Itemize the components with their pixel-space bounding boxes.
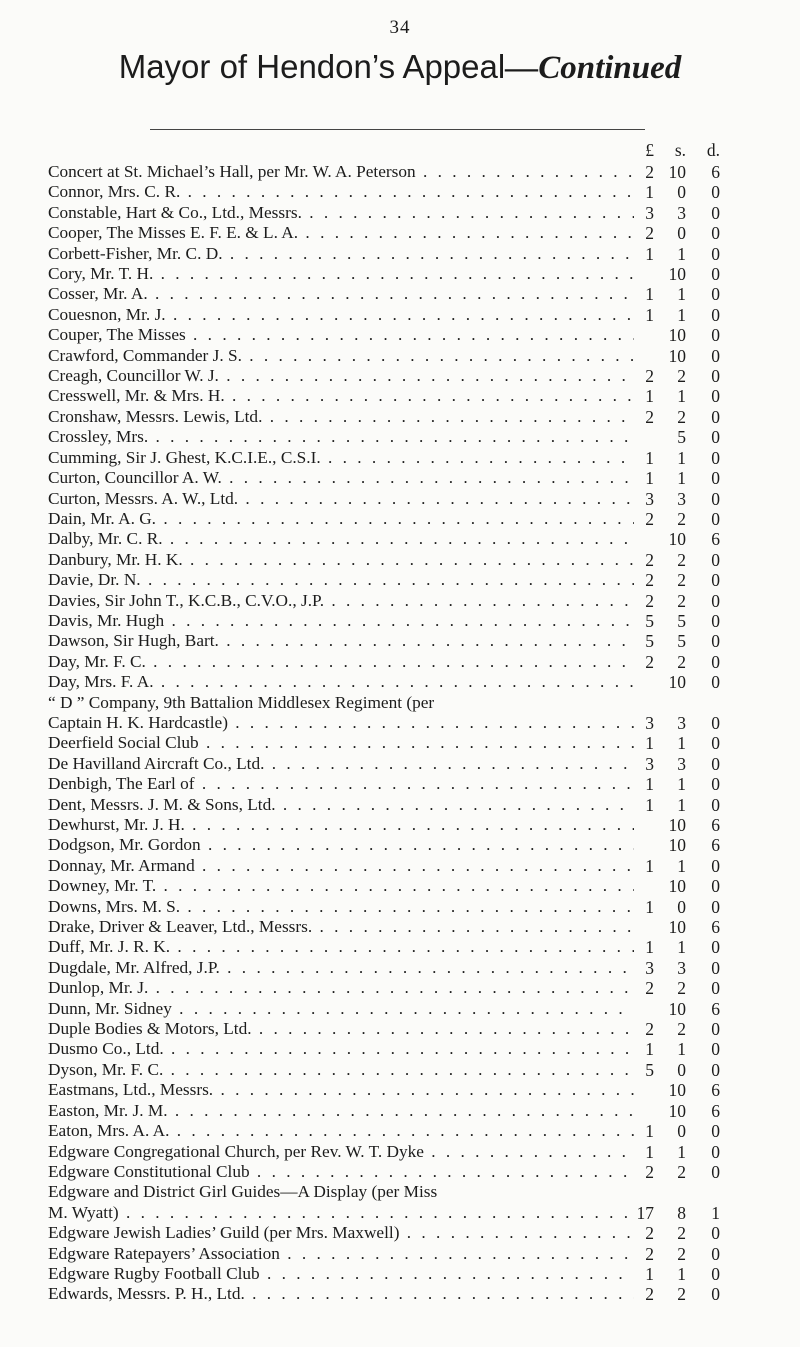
pence-amount: 6: [711, 815, 720, 835]
pence-amount: 0: [711, 712, 720, 733]
donor-name: Cooper, The Misses E. F. E. & L. A. . . .: [48, 223, 634, 243]
donor-name: [48, 693, 634, 734]
donor-name: Davie, Dr. N. . . .: [48, 570, 634, 590]
pounds-amount: 1: [645, 447, 654, 468]
donor-name: Day, Mrs. F. A. . . .: [48, 672, 634, 692]
ledger-row: [48, 591, 768, 611]
pence-amount: 0: [711, 1243, 720, 1264]
pence-amount: 6: [711, 917, 720, 938]
shillings-amount: 2: [677, 1243, 686, 1264]
pence-amount: 6: [711, 1080, 720, 1101]
pounds-amount: 2: [645, 223, 654, 244]
shillings-amount: 0: [677, 896, 686, 917]
pence-amount: 0: [711, 937, 720, 958]
donor-name-line-2: M. Wyatt) . . .: [48, 1203, 634, 1223]
pence-amount: 0: [711, 1263, 720, 1284]
pence-amount: 0: [711, 243, 720, 264]
shillings-amount: 2: [677, 1223, 686, 1244]
pounds-amount: 1: [645, 243, 654, 264]
donor-name: Duff, Mr. J. R. K. . . .: [48, 937, 634, 957]
pounds-amount: 2: [645, 1284, 654, 1305]
pence-amount: 0: [711, 631, 720, 652]
ledger-row: [48, 570, 768, 590]
pence-amount: 0: [711, 1284, 720, 1305]
title-rule: [150, 129, 645, 130]
shillings-amount: 2: [677, 1284, 686, 1305]
pence-amount: 1: [711, 1202, 720, 1223]
pounds-amount: 3: [645, 488, 654, 509]
ledger-row: [48, 529, 768, 549]
shillings-amount: 10: [668, 1080, 686, 1101]
donor-name: Davies, Sir John T., K.C.B., C.V.O., J.P. . . .: [48, 591, 634, 611]
pence-amount: 6: [711, 1100, 720, 1121]
pence-amount: 0: [711, 447, 720, 468]
pence-amount: 0: [711, 978, 720, 999]
ledger-row: [48, 1039, 768, 1059]
pence-amount: 0: [711, 508, 720, 529]
ledger-row: [48, 1264, 768, 1284]
donor-name: Davis, Mr. Hugh . . .: [48, 611, 634, 631]
pence-amount: 0: [711, 1141, 720, 1162]
donor-name-line-2: Captain H. K. Hardcastle) . . .: [48, 713, 634, 733]
donor-name: Corbett-Fisher, Mr. C. D. . . .: [48, 244, 634, 264]
donor-name: Couesnon, Mr. J. . . .: [48, 305, 634, 325]
ledger-row: [48, 1244, 768, 1264]
shillings-amount: 2: [677, 1161, 686, 1182]
pence-amount: 0: [711, 794, 720, 815]
ledger-row: [48, 795, 768, 815]
ledger-row: [48, 1284, 768, 1304]
ledger-row: [48, 346, 768, 366]
pounds-amount: 1: [645, 855, 654, 876]
shillings-amount: 0: [677, 1059, 686, 1080]
donor-name: Crossley, Mrs. . . .: [48, 427, 634, 447]
pounds-amount: 1: [645, 794, 654, 815]
shillings-amount: 2: [677, 366, 686, 387]
pounds-amount: 2: [645, 1019, 654, 1040]
ledger-row: [48, 815, 768, 835]
ledger-row: [48, 448, 768, 468]
donor-name: Cronshaw, Messrs. Lewis, Ltd. . . .: [48, 407, 634, 427]
shillings-amount: 8: [677, 1202, 686, 1223]
pounds-amount: 2: [645, 1243, 654, 1264]
pounds-amount: 2: [645, 1161, 654, 1182]
donor-name: Downey, Mr. T. . . .: [48, 876, 634, 896]
pounds-amount: 1: [645, 733, 654, 754]
shillings-amount: 1: [677, 243, 686, 264]
pounds-amount: 1: [645, 182, 654, 203]
shillings-amount: 5: [677, 427, 686, 448]
ledger-row: [48, 182, 768, 202]
pence-amount: 0: [711, 672, 720, 693]
donor-name: Edgware Constitutional Club . . .: [48, 1162, 634, 1182]
donor-name: Cosser, Mr. A. . . .: [48, 284, 634, 304]
ledger-header: [48, 138, 768, 162]
pounds-amount: 1: [645, 1039, 654, 1060]
shillings-amount: 1: [677, 794, 686, 815]
ledger-row: [48, 652, 768, 672]
pounds-amount: 3: [645, 957, 654, 978]
donor-name: Eaton, Mrs. A. A. . . .: [48, 1121, 634, 1141]
donor-name-line-1: Edgware and District Girl Guides—A Display (per Miss: [48, 1182, 438, 1202]
pence-amount: 0: [711, 345, 720, 366]
donor-name-line-1: “ D ” Company, 9th Battalion Middlesex Regiment (per: [48, 692, 435, 712]
title-main: Mayor of Hendon’s Appeal: [118, 48, 506, 85]
ledger-row: [48, 509, 768, 529]
pence-amount: 0: [711, 304, 720, 325]
pence-amount: 0: [711, 488, 720, 509]
shillings-amount: 2: [677, 1019, 686, 1040]
shillings-amount: 10: [668, 835, 686, 856]
shillings-amount: 1: [677, 304, 686, 325]
pence-amount: 6: [711, 529, 720, 550]
pence-amount: 0: [711, 1019, 720, 1040]
shillings-amount: 1: [677, 855, 686, 876]
shillings-amount: 2: [677, 508, 686, 529]
shillings-amount: 3: [677, 753, 686, 774]
ledger-row: [48, 489, 768, 509]
donor-name: Connor, Mrs. C. R. . . .: [48, 182, 634, 202]
pounds-amount: 2: [645, 570, 654, 591]
pence-amount: 0: [711, 325, 720, 346]
shillings-amount: 3: [677, 957, 686, 978]
shillings-amount: 0: [677, 1121, 686, 1142]
donor-name: Denbigh, The Earl of . . .: [48, 774, 634, 794]
pence-amount: 0: [711, 1223, 720, 1244]
ledger-row: [48, 386, 768, 406]
donor-name: Dodgson, Mr. Gordon . . .: [48, 835, 634, 855]
shillings-amount: 1: [677, 1141, 686, 1162]
pence-amount: 0: [711, 774, 720, 795]
pence-amount: 0: [711, 896, 720, 917]
donor-name: Day, Mr. F. C. . . .: [48, 652, 634, 672]
shillings-amount: 10: [668, 529, 686, 550]
pence-amount: 0: [711, 570, 720, 591]
pence-amount: 0: [711, 590, 720, 611]
donor-name: Edgware Congregational Church, per Rev. W. T. Dyke . . .: [48, 1142, 634, 1162]
ledger-row: [48, 162, 768, 182]
ledger-row: [48, 856, 768, 876]
donor-name: Donnay, Mr. Armand . . .: [48, 856, 634, 876]
donor-name: Duple Bodies & Motors, Ltd. . . .: [48, 1019, 634, 1039]
pounds-header: £: [645, 140, 654, 160]
shillings-amount: 10: [668, 345, 686, 366]
ledger-row: [48, 1019, 768, 1039]
shillings-amount: 0: [677, 223, 686, 244]
donor-name: Constable, Hart & Co., Ltd., Messrs. . . .: [48, 203, 634, 223]
ledger-row: [48, 672, 768, 692]
donor-name: Curton, Councillor A. W. . . .: [48, 468, 634, 488]
ledger-row: [48, 427, 768, 447]
shillings-amount: 3: [677, 712, 686, 733]
ledger-row: [48, 754, 768, 774]
donor-name: [48, 1182, 634, 1223]
pounds-amount: 1: [645, 386, 654, 407]
pounds-amount: 1: [645, 1121, 654, 1142]
donor-name: Dain, Mr. A. G. . . .: [48, 509, 634, 529]
ledger-row: [48, 774, 768, 794]
ledger-row: [48, 1162, 768, 1182]
donor-name: Couper, The Misses . . .: [48, 325, 634, 345]
shillings-amount: 1: [677, 1263, 686, 1284]
pounds-amount: 1: [645, 1263, 654, 1284]
donor-name: Concert at St. Michael’s Hall, per Mr. W. A. Peterson . . .: [48, 162, 634, 182]
shillings-amount: 1: [677, 774, 686, 795]
ledger-row: [48, 958, 768, 978]
shillings-amount: 1: [677, 733, 686, 754]
shillings-amount: 10: [668, 325, 686, 346]
donor-name: Curton, Messrs. A. W., Ltd. . . .: [48, 489, 634, 509]
donor-name: Cory, Mr. T. H. . . .: [48, 264, 634, 284]
pence-amount: 0: [711, 223, 720, 244]
donor-name: Dent, Messrs. J. M. & Sons, Ltd. . . .: [48, 795, 634, 815]
pence-amount: 0: [711, 1121, 720, 1142]
ledger-row: [48, 1142, 768, 1162]
donor-name: Danbury, Mr. H. K. . . .: [48, 550, 634, 570]
donor-name: Dyson, Mr. F. C. . . .: [48, 1060, 634, 1080]
shillings-amount: 2: [677, 978, 686, 999]
pence-amount: 0: [711, 549, 720, 570]
page-title: [0, 48, 800, 87]
shillings-amount: 2: [677, 590, 686, 611]
pounds-amount: 2: [645, 651, 654, 672]
pence-amount: 6: [711, 835, 720, 856]
pence-amount: 0: [711, 610, 720, 631]
ledger-row: [48, 1080, 768, 1100]
pence-amount: 0: [711, 957, 720, 978]
pounds-amount: 5: [645, 610, 654, 631]
pounds-amount: 1: [645, 468, 654, 489]
donor-name: Easton, Mr. J. M. . . .: [48, 1101, 634, 1121]
shillings-amount: 10: [668, 876, 686, 897]
shillings-amount: 2: [677, 549, 686, 570]
donor-name: Dalby, Mr. C. R. . . .: [48, 529, 634, 549]
pounds-amount: 2: [645, 978, 654, 999]
ledger-row: [48, 203, 768, 223]
pounds-amount: 1: [645, 284, 654, 305]
pounds-amount: 2: [645, 366, 654, 387]
donor-name: Dunn, Mr. Sidney . . .: [48, 999, 634, 1019]
pounds-amount: 2: [645, 549, 654, 570]
ledger-row: [48, 264, 768, 284]
pounds-amount: 1: [645, 937, 654, 958]
shillings-amount: 1: [677, 1039, 686, 1060]
pence-amount: 0: [711, 1161, 720, 1182]
ledger-row: [48, 366, 768, 386]
donor-name: Downs, Mrs. M. S. . . .: [48, 897, 634, 917]
shillings-amount: 10: [668, 1100, 686, 1121]
donor-name: Cumming, Sir J. Ghest, K.C.I.E., C.S.I. . . .: [48, 448, 634, 468]
ledger-row: [48, 693, 768, 734]
ledger-row: [48, 325, 768, 345]
pence-amount: 0: [711, 284, 720, 305]
ledger-row: [48, 223, 768, 243]
ledger-row: [48, 468, 768, 488]
pence-amount: 0: [711, 1059, 720, 1080]
donations-ledger: [48, 138, 768, 1305]
ledger-row: [48, 631, 768, 651]
pence-amount: 0: [711, 202, 720, 223]
ledger-row: [48, 999, 768, 1019]
ledger-row: [48, 550, 768, 570]
ledger-row: [48, 1101, 768, 1121]
donor-name: Dunlop, Mr. J. . . .: [48, 978, 634, 998]
donor-name: Drake, Driver & Leaver, Ltd., Messrs. . . .: [48, 917, 634, 937]
ledger-rows: [48, 162, 768, 1305]
shillings-amount: 10: [668, 998, 686, 1019]
pence-amount: 0: [711, 855, 720, 876]
donor-name: Deerfield Social Club . . .: [48, 733, 634, 753]
pence-amount: 0: [711, 406, 720, 427]
shillings-amount: 5: [677, 631, 686, 652]
donor-name: Dusmo Co., Ltd. . . .: [48, 1039, 634, 1059]
shillings-amount: 1: [677, 284, 686, 305]
pounds-amount: 2: [645, 508, 654, 529]
pence-amount: 0: [711, 733, 720, 754]
pence-amount: 0: [711, 651, 720, 672]
ledger-row: [48, 733, 768, 753]
shillings-amount: 10: [668, 917, 686, 938]
shillings-amount: 0: [677, 182, 686, 203]
pence-amount: 0: [711, 182, 720, 203]
ledger-row: [48, 284, 768, 304]
ledger-row: [48, 244, 768, 264]
donor-name: Crawford, Commander J. S. . . .: [48, 346, 634, 366]
pounds-amount: 5: [645, 1059, 654, 1080]
shillings-amount: 2: [677, 406, 686, 427]
pence-amount: 0: [711, 386, 720, 407]
pounds-amount: 2: [645, 406, 654, 427]
shillings-header: s.: [674, 140, 686, 160]
pounds-amount: 17: [636, 1202, 654, 1223]
donor-name: Cresswell, Mr. & Mrs. H. . . .: [48, 386, 634, 406]
donor-name: Dewhurst, Mr. J. H. . . .: [48, 815, 634, 835]
pence-amount: 0: [711, 753, 720, 774]
shillings-amount: 10: [668, 264, 686, 285]
ledger-row: [48, 407, 768, 427]
ledger-row: [48, 1121, 768, 1141]
ledger-row: [48, 1182, 768, 1223]
shillings-amount: 1: [677, 447, 686, 468]
pence-amount: 0: [711, 427, 720, 448]
ledger-row: [48, 1223, 768, 1243]
pounds-amount: 2: [645, 1223, 654, 1244]
shillings-amount: 10: [668, 815, 686, 835]
pounds-amount: 1: [645, 304, 654, 325]
donor-name: Edgware Jewish Ladies’ Guild (per Mrs. Maxwell) . . .: [48, 1223, 634, 1243]
pounds-amount: 3: [645, 202, 654, 223]
donor-name: Edwards, Messrs. P. H., Ltd. . . .: [48, 1284, 634, 1304]
donor-name: Edgware Ratepayers’ Association . . .: [48, 1244, 634, 1264]
pence-amount: 0: [711, 366, 720, 387]
pence-amount: 6: [711, 162, 720, 182]
shillings-amount: 1: [677, 937, 686, 958]
pounds-amount: 1: [645, 774, 654, 795]
ledger-row: [48, 835, 768, 855]
shillings-amount: 10: [668, 672, 686, 693]
shillings-amount: 3: [677, 202, 686, 223]
shillings-amount: 1: [677, 468, 686, 489]
pounds-amount: 1: [645, 896, 654, 917]
ledger-row: [48, 1060, 768, 1080]
shillings-amount: 2: [677, 651, 686, 672]
shillings-amount: 5: [677, 610, 686, 631]
pounds-amount: 2: [645, 590, 654, 611]
ledger-row: [48, 978, 768, 998]
ledger-row: [48, 917, 768, 937]
ledger-row: [48, 876, 768, 896]
ledger-row: [48, 305, 768, 325]
donor-name: Dawson, Sir Hugh, Bart. . . .: [48, 631, 634, 651]
ledger-row: [48, 897, 768, 917]
shillings-amount: 10: [668, 162, 686, 182]
pence-amount: 6: [711, 998, 720, 1019]
pounds-amount: 1: [645, 1141, 654, 1162]
pence-amount: 0: [711, 876, 720, 897]
pence-amount: 0: [711, 264, 720, 285]
donor-name: De Havilland Aircraft Co., Ltd. . . .: [48, 754, 634, 774]
donor-name: Edgware Rugby Football Club . . .: [48, 1264, 634, 1284]
ledger-row: [48, 611, 768, 631]
ledger-row: [48, 937, 768, 957]
donor-name: Creagh, Councillor W. J. . . .: [48, 366, 634, 386]
pounds-amount: 3: [645, 712, 654, 733]
pence-amount: 0: [711, 1039, 720, 1060]
shillings-amount: 1: [677, 386, 686, 407]
page-number: 34: [389, 17, 411, 38]
pence-amount: 0: [711, 468, 720, 489]
pounds-amount: 3: [645, 753, 654, 774]
shillings-amount: 2: [677, 570, 686, 591]
donor-name: Eastmans, Ltd., Messrs. . . .: [48, 1080, 634, 1100]
pence-header: d.: [706, 140, 720, 160]
title-continued: —Continued: [505, 50, 682, 86]
donor-name: Dugdale, Mr. Alfred, J.P. . . .: [48, 958, 634, 978]
shillings-amount: 3: [677, 488, 686, 509]
pounds-amount: 2: [645, 162, 654, 182]
pounds-amount: 5: [645, 631, 654, 652]
